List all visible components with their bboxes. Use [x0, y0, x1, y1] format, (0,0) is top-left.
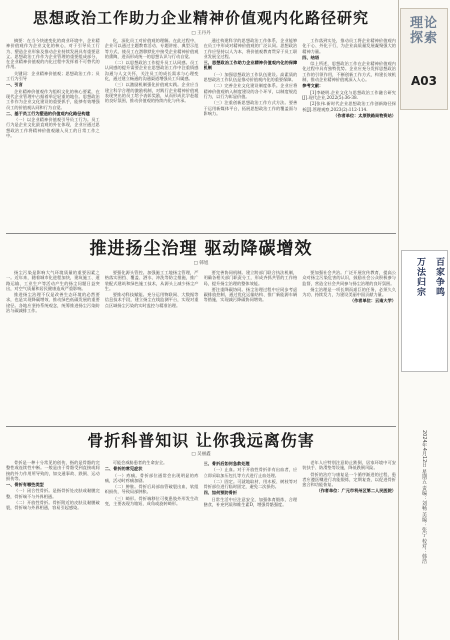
paragraph: （一）以企业精神价值观引导员工行为。员工行为是企业文化最直观的外在体现，企业应通过思想政治工作将精神价值观融入员工的日常工作之中。	[6, 117, 100, 139]
paragraph: 骨折的治疗与康复是一个循序渐进的过程，患者应遵医嘱进行功能锻炼，定期复查，以促进骨折愈合和功能恢复。	[302, 471, 396, 488]
column-banner	[401, 250, 448, 372]
subheading: 三、骨折后如何急救处理	[203, 461, 250, 466]
article-column-4	[302, 38, 396, 228]
section-divider	[6, 233, 396, 234]
paragraph: （一）闭合性骨折。是指骨折处皮肤或黏膜完整，骨折端不与外界相通。	[6, 488, 100, 499]
article-headline: 骨折科普知识 让你我远离伤害	[87, 431, 315, 450]
paragraph: （二）以思想政治工作提升员工认同感。员工认同感的提升需要企业在思想政治工作中注重情感沟通与人文关怀，关注员工的成长需求与心理变化，通过建立畅通的沟通渠道增强员工归属感。	[104, 60, 199, 82]
paragraph: 企业精神价值观作为组织文化的核心要素，在现代企业管理中占据着举足轻重的地位。思想政治工作作为企业文化建设的重要抓手，能够有效增强员工的价值观认同和行为自觉。	[6, 88, 100, 110]
article-column-3	[204, 270, 298, 420]
paragraph: （二）完善企业文化建设制度体系。企业应将精神价值观纳入制度建设的各个环节，以制度规范行为，以行为彰显价值。	[203, 83, 298, 99]
paragraph: [1]李晓明.企业文化与思想政治工作融合研究[J].现代企业,2022(5):36-38.	[302, 89, 396, 100]
article-column-1	[6, 38, 100, 228]
article-column-2	[105, 460, 199, 632]
paragraph: （二）固定。可就地取材，用木板、树枝等对骨折部位进行临时固定，避免二次损伤。	[203, 478, 298, 490]
paragraph: 综上所述，思想政治工作在企业精神价值观内化过程中具有独特优势。企业应充分发挥思想政治工作的引领作用，不断创新工作方式，构建长效机制，推动企业精神价值观深入人心。	[302, 61, 396, 83]
paragraph: （三）畸形。骨折端移位可使患肢外形发生改变，主要表现为缩短、成角或旋转畸形。	[104, 495, 199, 507]
paragraph: （二）开放性骨折。骨折附近的皮肤及黏膜破裂，骨折端与外界相通，容易引起感染。	[6, 500, 100, 511]
section-title: 理论探索	[409, 16, 438, 46]
article-column-1	[6, 270, 100, 420]
paragraph: 可能会威胁患者的生命安全。	[112, 460, 168, 465]
paragraph: （一）疼痛。骨折部位通常会出现明显的疼痛，活动时疼痛加剧。	[104, 472, 199, 483]
article-ideological-work	[6, 6, 396, 231]
paragraph: 摘要：在当今快速变化的商业环境中，企业精神价值观作为企业文化的核心，对于引导员工行为、塑造企业形象及推动企业持续发展具有重要意义。思想政治工作作为企业管理的重要组成部分，在企业精神价值观的内化过程中发挥着不可替代的作用。	[6, 38, 100, 70]
paragraph: （三）注重创新思想政治工作方式方法。要善于运用新媒体平台，拓展思想政治工作的覆盖面与影响力。	[203, 100, 298, 116]
article-columns	[6, 270, 396, 420]
paragraph: （一）加强思想政治工作队伍建设。高素质的思想政治工作队伍是推动价值观内化的重要保障。	[203, 71, 298, 83]
paragraph: 日常生活中应注意安全，加强体育锻炼，合理膳食，补充钙质和维生素D，增强骨骼强度。	[203, 496, 298, 508]
banner-slogan-left: 万法归宗	[415, 257, 425, 297]
paragraph: （一）止血。对于开放性骨折伴有出血者，应立即采取加压包扎等方式进行止血处理。	[203, 467, 298, 478]
paragraph: 工作落到实处，推动员工将企业精神价值观内化于心、外化于行，为企业高质量发展凝聚强大的精神力量。	[302, 38, 396, 54]
paragraph: 骨折是一种十分常见的创伤，指的是骨骼的完整性或连续性中断。一般是由于骨骼受到直接或间接的外力作用所导致的，如交通事故、跌倒、运动损伤等。	[6, 460, 100, 481]
article-headline: 推进扬尘治理 驱动降碳增效	[89, 239, 313, 259]
paragraph: 关键词：企业精神价值观；思想政治工作；员工行为引导	[6, 70, 100, 82]
author-affiliation: （作者单位：太原铁路局物资站）	[333, 112, 396, 118]
paragraph: 推进扬尘治理不仅是改善生态环境的必然要求，也是实现降碳增效、推动绿色低碳发展的重要途径。各地应坚持系统观念，统筹推进扬尘污染防治与碳减排工作。	[6, 292, 100, 314]
subheading: 一、骨折有哪些类型	[6, 482, 44, 488]
subheading: 四、如何预防骨折	[203, 490, 238, 496]
section-divider	[6, 426, 396, 427]
article-byline: □ 王丹丹	[191, 31, 211, 36]
article-column-3	[204, 460, 298, 632]
issue-date-credits: 2024年4月12日 星期五 责编：刘畅 美编：张宁 校对：韩浩	[421, 430, 427, 564]
subheading: 四、结语	[302, 54, 320, 60]
article-column-4	[302, 270, 396, 420]
paragraph: 要加强社会共治。广泛开展宣传教育，提高公众对扬尘污染危害的认识，鼓励社会公众积极参与监督，营造全社会共同参与扬尘治理的良好氛围。	[302, 270, 396, 286]
author-affiliation: （作者单位：云南大学）	[349, 298, 396, 304]
article-headline: 思想政治工作助力企业精神价值观内化路径研究	[32, 9, 369, 27]
paragraph: [2]张伟.新时代企业思想政治工作创新路径探析[J].管理观察,2023(2):112-114.	[302, 101, 396, 112]
article-column-2	[105, 270, 199, 420]
article-fracture-knowledge	[6, 430, 396, 635]
paragraph: 通过构建科学的思想政治工作体系，企业能够在员工中形成对精神价值观的广泛认同。思想政治工作应坚持以人为本，将价值观教育贯穿于员工职业发展全过程。	[203, 38, 298, 59]
article-columns	[6, 460, 396, 632]
article-byline: □ 吴丽鑫	[191, 452, 211, 457]
article-dust-control	[6, 238, 396, 423]
paragraph: 化，深化员工对价值观的理解。在此过程中，企业可以通过主题教育活动、专题讲座、典型示范等方式，使员工在潜移默化中接受企业精神价值观的熏陶，进而形成统一的思想认识与行动自觉。	[104, 38, 199, 59]
subheading: 三、思想政治工作助力企业精神价值观内化的保障机制	[203, 60, 298, 71]
paragraph: 要强化源头管控。加强施工工地扬尘管理，严格落实围挡、覆盖、洒水、冲洗等防尘措施，推广装配式建筑和绿色施工技术，从源头上减少扬尘产生。	[104, 270, 199, 291]
page-number: A03	[411, 74, 437, 88]
subheading: 二、骨折的常见症状	[104, 466, 143, 472]
article-column-1	[6, 460, 100, 632]
article-column-3	[204, 38, 298, 228]
article-column-4	[302, 460, 396, 632]
paragraph: （三）以激励机制强化价值观实践。企业应当建立科学合理的激励机制，对践行企业精神价值观表现突出的员工给予表彰奖励，从而形成比学赶超的良好氛围，推动价值观的持续内化与传承。	[104, 82, 199, 104]
paragraph: 扬尘污染是影响大气环境质量的重要因素之一。近年来，随着城市化进程加快，建筑施工、道路运输、工业生产等活动产生的扬尘问题日益突出，对空气质量和居民健康造成严重影响。	[6, 270, 100, 291]
subheading: 一、引言	[6, 82, 23, 88]
paragraph: 扬尘治理是一项长期而艰巨的任务，必须久久为功、持续发力，为建设美丽中国贡献力量。	[302, 286, 396, 298]
paragraph: 要完善协同机制。建立跨部门联合执法机制，明确各相关部门职责分工，形成齐抓共管的工作格局，提升扬尘治理的整体效能。	[203, 270, 298, 286]
paragraph: 要推动科技赋能。充分运用物联网、大数据等信息技术手段，建立扬尘在线监测平台，实现对重点区域扬尘污染的实时监控与精准治理。	[104, 292, 199, 308]
article-byline: □ 韩旭	[193, 261, 209, 266]
subheading: 参考文献：	[302, 83, 324, 89]
article-column-2	[105, 38, 199, 228]
paragraph: 老年人应特别注意防止跌倒，居家环境中可安装扶手、防滑垫等设施，降低跌倒风险。	[302, 460, 396, 471]
author-affiliation: （作者单位：广元市利州区第二人民医院）	[316, 488, 396, 494]
paragraph: 要注重降碳协同。扬尘治理过程中应同步考虑碳排放控制，通过优化运输结构、推广新能源车辆等措施，实现减污降碳协同增效。	[203, 286, 298, 303]
subheading: 二、基于员工行为塑造的价值观内化路径构建	[6, 110, 90, 116]
paragraph: （二）肿胀。骨折后局部血管破裂出血，软组织损伤，导致局部肿胀。	[104, 484, 199, 495]
article-columns	[6, 38, 396, 228]
banner-slogan-right: 百家争鸣	[434, 257, 444, 297]
